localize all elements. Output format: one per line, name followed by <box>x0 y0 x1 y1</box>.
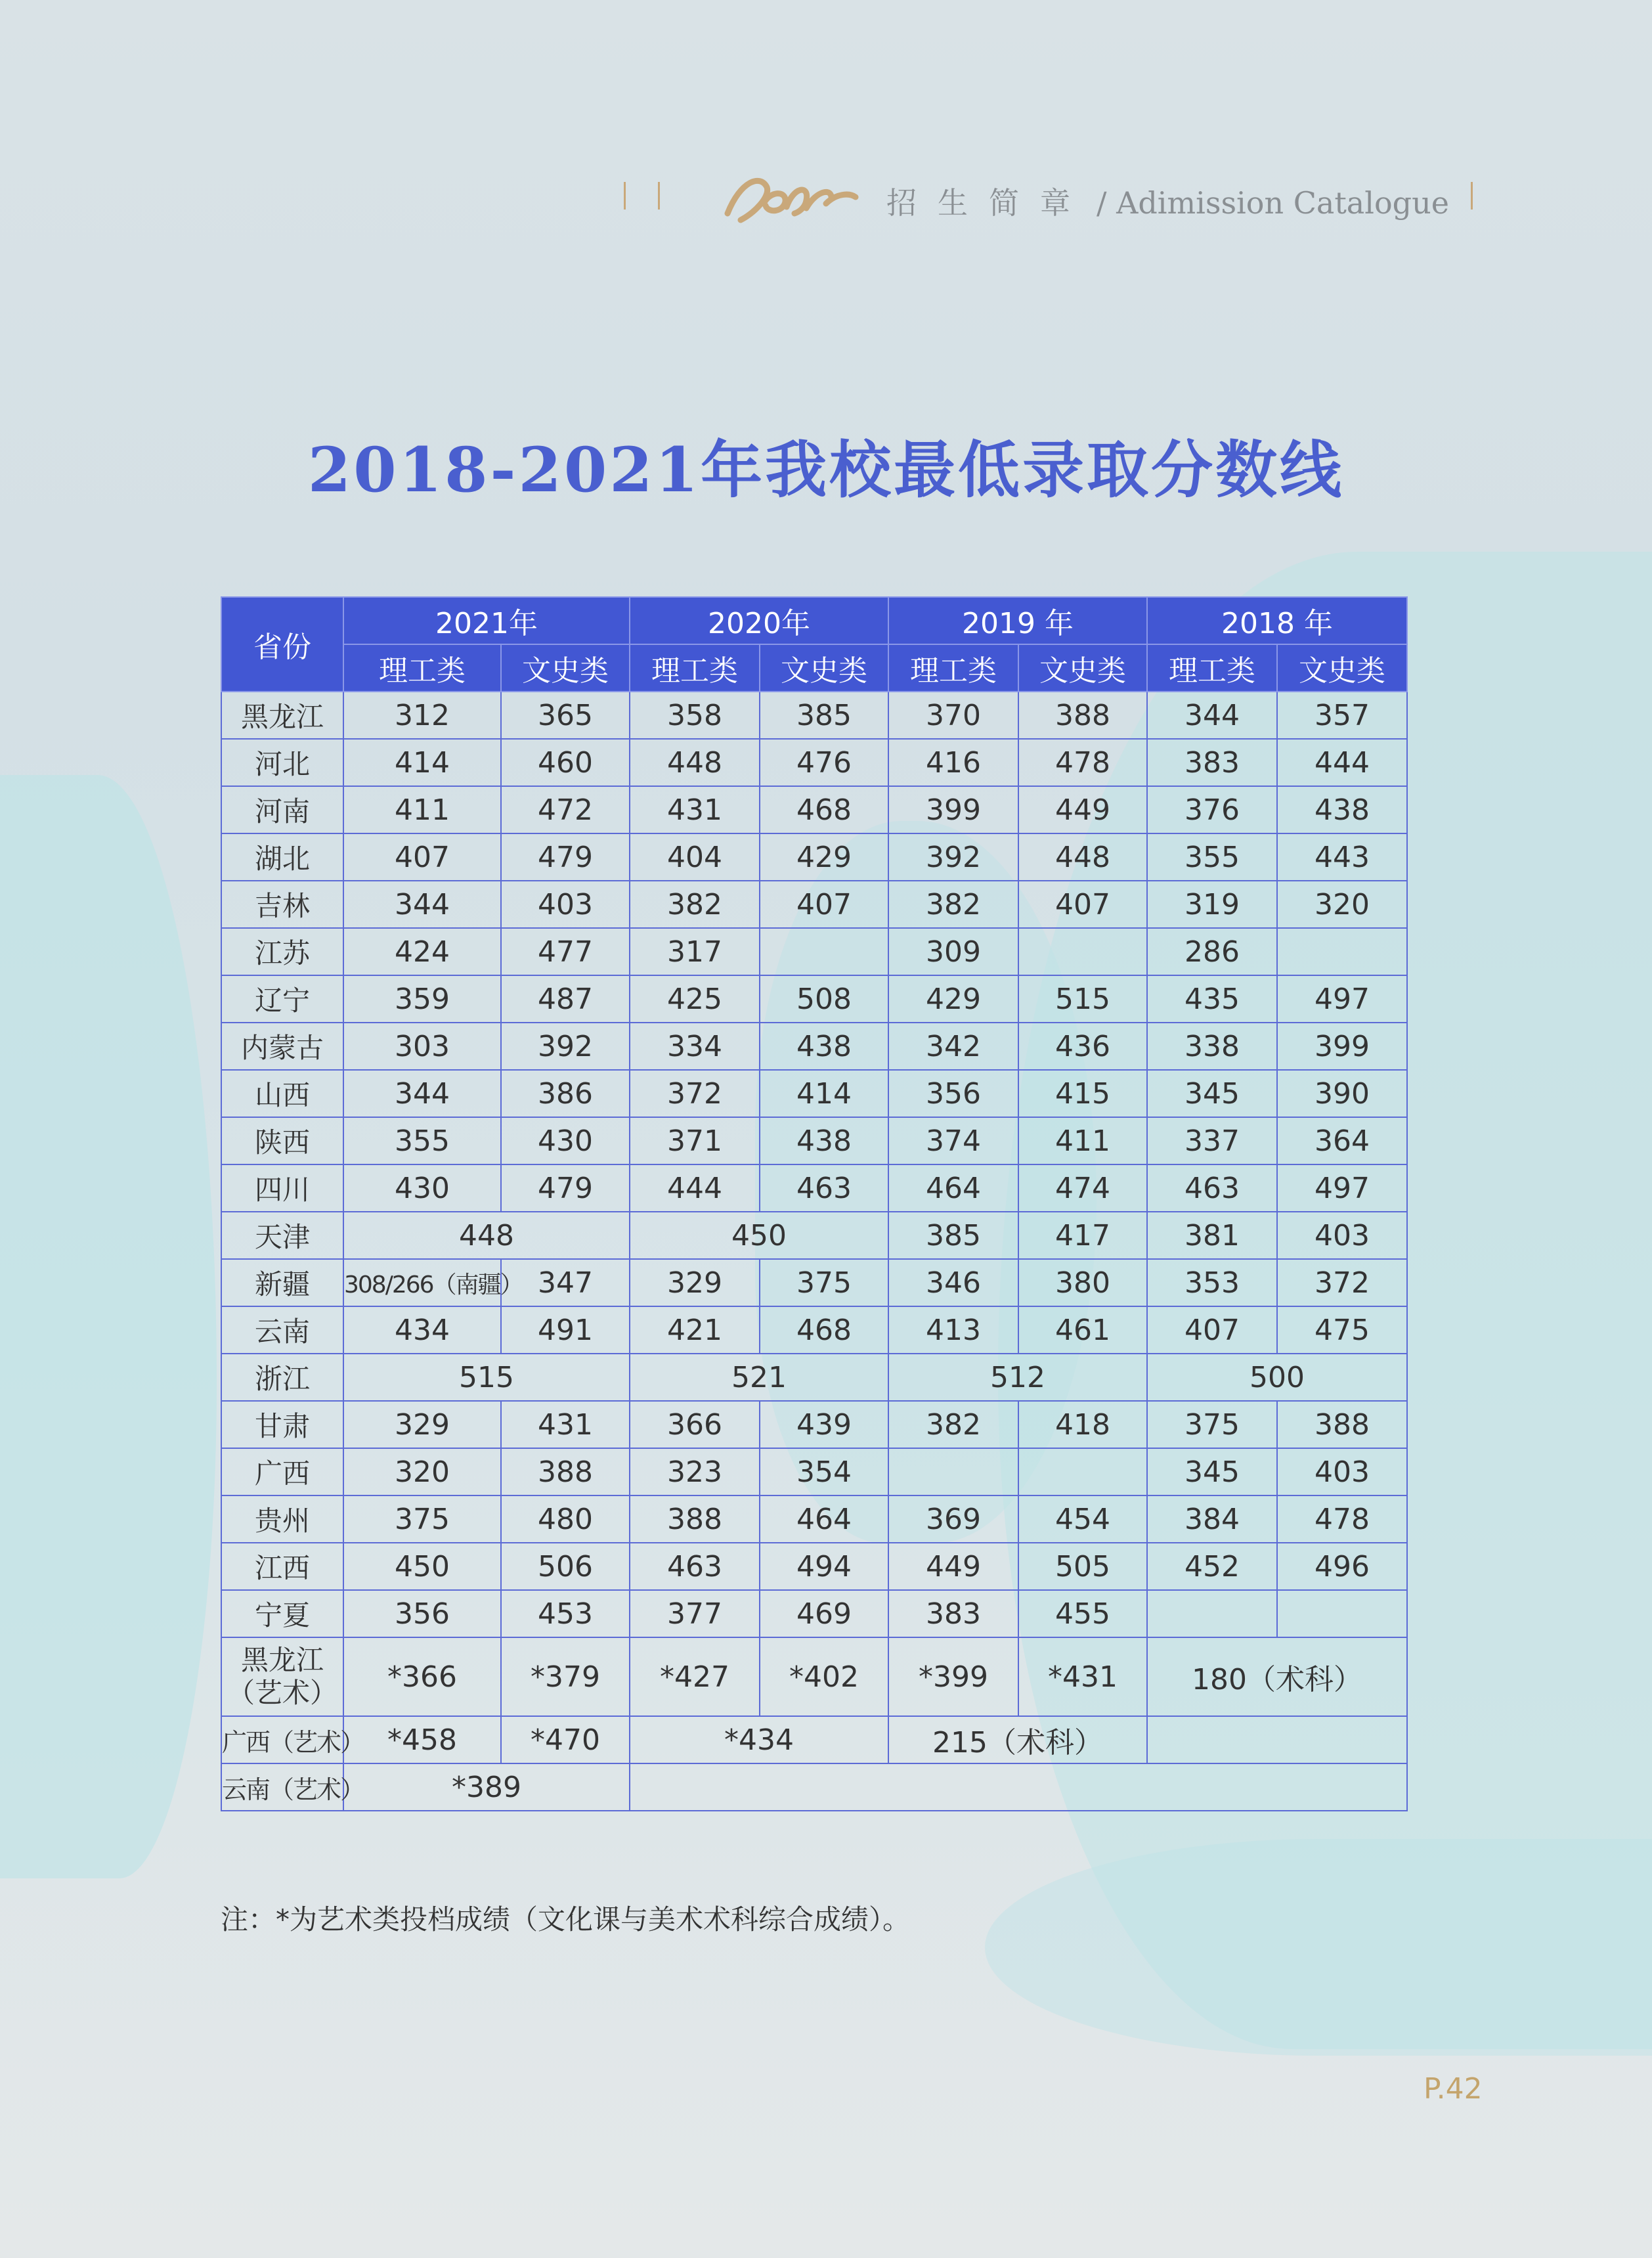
score-cell: 344 <box>343 881 501 928</box>
score-cell: 312 <box>343 692 501 739</box>
score-cell: 386 <box>501 1070 630 1117</box>
table-row <box>221 1495 1407 1543</box>
table-row <box>221 1070 1407 1117</box>
year-header-2018: 2018 年 <box>1147 597 1407 644</box>
score-cell: 497 <box>1277 975 1407 1023</box>
score-cell: *458 <box>343 1716 501 1763</box>
score-cell: 317 <box>630 928 760 975</box>
score-cell: 356 <box>888 1070 1018 1117</box>
score-cell: 463 <box>760 1164 888 1212</box>
table-row <box>221 1212 1407 1259</box>
score-cell: 478 <box>1018 739 1147 786</box>
score-cell: 491 <box>501 1306 630 1354</box>
score-cell: 468 <box>760 786 888 833</box>
score-cell: 487 <box>501 975 630 1023</box>
score-cell: 358 <box>630 692 760 739</box>
score-cell: 384 <box>1147 1495 1277 1543</box>
table-row <box>221 1401 1407 1448</box>
score-cell: 429 <box>760 833 888 881</box>
score-cell: 344 <box>343 1070 501 1117</box>
score-cell: 436 <box>1018 1023 1147 1070</box>
province-cell: 广西（艺术） <box>221 1716 343 1763</box>
sub-header-science: 理工类 <box>1147 644 1277 692</box>
score-cell: 421 <box>630 1306 760 1354</box>
score-cell: 388 <box>1018 692 1147 739</box>
score-cell: 370 <box>888 692 1018 739</box>
brand-logo <box>721 167 859 227</box>
score-cell: 418 <box>1018 1401 1147 1448</box>
table-row <box>221 833 1407 881</box>
score-cell: 461 <box>1018 1306 1147 1354</box>
score-cell: 329 <box>630 1259 760 1306</box>
score-cell: 388 <box>501 1448 630 1495</box>
score-cell: 366 <box>630 1401 760 1448</box>
score-cell: 454 <box>1018 1495 1147 1543</box>
province-cell: 天津 <box>221 1212 343 1259</box>
table-row <box>221 1637 1407 1716</box>
header-divider <box>658 182 660 210</box>
sub-header-arts: 文史类 <box>1018 644 1147 692</box>
score-cell: 450 <box>630 1212 888 1259</box>
score-cell: 329 <box>343 1401 501 1448</box>
score-cell: 500 <box>1147 1354 1407 1401</box>
score-cell: 448 <box>343 1212 630 1259</box>
province-cell: 陕西 <box>221 1117 343 1164</box>
province-cell: 辽宁 <box>221 975 343 1023</box>
score-cell: 444 <box>1277 739 1407 786</box>
score-cell: 411 <box>1018 1117 1147 1164</box>
table-row <box>221 692 1407 739</box>
province-cell: 甘肃 <box>221 1401 343 1448</box>
province-header: 省份 <box>221 597 343 692</box>
score-cell: 407 <box>760 881 888 928</box>
score-cell: 388 <box>1277 1401 1407 1448</box>
score-cell: 345 <box>1147 1070 1277 1117</box>
province-cell: 河北 <box>221 739 343 786</box>
table-row <box>221 1448 1407 1495</box>
score-cell <box>1147 1590 1277 1637</box>
score-cell: 438 <box>1277 786 1407 833</box>
score-cell: 444 <box>630 1164 760 1212</box>
score-cell: 385 <box>760 692 888 739</box>
score-cell: 385 <box>888 1212 1018 1259</box>
footnote: 注：*为艺术类投档成绩（文化课与美术术科综合成绩）。 <box>221 1903 911 1936</box>
table-row <box>221 739 1407 786</box>
score-cell: 415 <box>1018 1070 1147 1117</box>
score-cell: 338 <box>1147 1023 1277 1070</box>
score-cell: *402 <box>760 1637 888 1716</box>
score-cell: 359 <box>343 975 501 1023</box>
table-row <box>221 1023 1407 1070</box>
score-cell: 497 <box>1277 1164 1407 1212</box>
score-cell: 506 <box>501 1543 630 1590</box>
score-cell: 435 <box>1147 975 1277 1023</box>
score-cell: 512 <box>888 1354 1147 1401</box>
province-cell: 江苏 <box>221 928 343 975</box>
score-cell: 496 <box>1277 1543 1407 1590</box>
score-cell: 407 <box>1147 1306 1277 1354</box>
table-row <box>221 786 1407 833</box>
score-cell: 515 <box>1018 975 1147 1023</box>
score-cell: 469 <box>760 1590 888 1637</box>
score-cell <box>888 1448 1018 1495</box>
score-cell: 424 <box>343 928 501 975</box>
score-cell: 508 <box>760 975 888 1023</box>
score-cell: 460 <box>501 739 630 786</box>
score-cell: 434 <box>343 1306 501 1354</box>
score-cell: 356 <box>343 1590 501 1637</box>
score-cell: 323 <box>630 1448 760 1495</box>
score-cell: 354 <box>760 1448 888 1495</box>
background-map-bottom <box>985 1839 1652 2056</box>
score-cell: 448 <box>1018 833 1147 881</box>
score-cell: 463 <box>630 1543 760 1590</box>
score-cell: 383 <box>1147 739 1277 786</box>
sub-header-arts: 文史类 <box>501 644 630 692</box>
score-cell: 407 <box>1018 881 1147 928</box>
page-header <box>624 167 1477 227</box>
score-cell: 413 <box>888 1306 1018 1354</box>
score-cell <box>1277 928 1407 975</box>
province-cell: 内蒙古 <box>221 1023 343 1070</box>
score-cell: 438 <box>760 1023 888 1070</box>
score-cell: 463 <box>1147 1164 1277 1212</box>
score-cell: 443 <box>1277 833 1407 881</box>
score-cell: 375 <box>343 1495 501 1543</box>
year-header-2019: 2019 年 <box>888 597 1147 644</box>
province-cell <box>221 1637 343 1716</box>
score-cell: 474 <box>1018 1164 1147 1212</box>
score-cell: 414 <box>343 739 501 786</box>
score-cell: 505 <box>1018 1543 1147 1590</box>
score-cell: 479 <box>501 833 630 881</box>
score-cell: 382 <box>630 881 760 928</box>
score-cell <box>1277 1590 1407 1637</box>
background-map-left <box>0 775 217 1878</box>
score-cell: 476 <box>760 739 888 786</box>
score-cell: 344 <box>1147 692 1277 739</box>
score-cell: 374 <box>888 1117 1018 1164</box>
score-cell: 455 <box>1018 1590 1147 1637</box>
score-cell: 334 <box>630 1023 760 1070</box>
table-row <box>221 1259 1407 1306</box>
province-cell: 山西 <box>221 1070 343 1117</box>
score-cell: *431 <box>1018 1637 1147 1716</box>
score-cell: 399 <box>1277 1023 1407 1070</box>
province-cell: 吉林 <box>221 881 343 928</box>
province-cell: 广西 <box>221 1448 343 1495</box>
table-row <box>221 1543 1407 1590</box>
province-cell: 湖北 <box>221 833 343 881</box>
score-cell: 286 <box>1147 928 1277 975</box>
table-row <box>221 1716 1407 1763</box>
table-row <box>221 1306 1407 1354</box>
score-cell: 382 <box>888 1401 1018 1448</box>
score-cell: 372 <box>1277 1259 1407 1306</box>
score-cell: 425 <box>630 975 760 1023</box>
score-cell: 345 <box>1147 1448 1277 1495</box>
score-cell: 346 <box>888 1259 1018 1306</box>
score-cell: 439 <box>760 1401 888 1448</box>
score-cell: 452 <box>1147 1543 1277 1590</box>
score-cell: 347 <box>501 1259 630 1306</box>
table-row <box>221 1354 1407 1401</box>
score-cell: 417 <box>1018 1212 1147 1259</box>
score-cell: 431 <box>501 1401 630 1448</box>
score-cell: 355 <box>343 1117 501 1164</box>
score-cell: 430 <box>343 1164 501 1212</box>
table-row <box>221 1117 1407 1164</box>
score-cell: 377 <box>630 1590 760 1637</box>
catalogue-cn: 招生简章 <box>886 185 1091 221</box>
score-cell: 372 <box>630 1070 760 1117</box>
score-cell: 429 <box>888 975 1018 1023</box>
score-cell: 411 <box>343 786 501 833</box>
page-title: 2018-2021年我校最低录取分数线 <box>307 434 1345 506</box>
catalogue-label <box>886 179 1449 223</box>
province-cell: 浙江 <box>221 1354 343 1401</box>
score-cell: *366 <box>343 1637 501 1716</box>
score-cell: 376 <box>1147 786 1277 833</box>
score-cell <box>630 1763 1407 1811</box>
score-cell: 382 <box>888 881 1018 928</box>
table-row <box>221 1164 1407 1212</box>
score-cell: 375 <box>1147 1401 1277 1448</box>
score-cell: 515 <box>343 1354 630 1401</box>
score-cell: 414 <box>760 1070 888 1117</box>
sub-header-science: 理工类 <box>630 644 760 692</box>
score-cell: 319 <box>1147 881 1277 928</box>
score-cell: 392 <box>501 1023 630 1070</box>
score-cell: *389 <box>343 1763 630 1811</box>
score-cell: *434 <box>630 1716 888 1763</box>
province-cell: 云南 <box>221 1306 343 1354</box>
score-cell: 403 <box>1277 1212 1407 1259</box>
score-cell: *399 <box>888 1637 1018 1716</box>
sub-header-arts: 文史类 <box>1277 644 1407 692</box>
year-header-2020: 2020年 <box>630 597 888 644</box>
score-cell: 453 <box>501 1590 630 1637</box>
score-cell <box>1147 1716 1407 1763</box>
score-cell: 478 <box>1277 1495 1407 1543</box>
score-cell: 407 <box>343 833 501 881</box>
table-row <box>221 1590 1407 1637</box>
score-cell: 477 <box>501 928 630 975</box>
score-cell: 399 <box>888 786 1018 833</box>
score-cell: 371 <box>630 1117 760 1164</box>
score-cell <box>760 928 888 975</box>
score-cell: *427 <box>630 1637 760 1716</box>
score-cell: 464 <box>888 1164 1018 1212</box>
table-row <box>221 1763 1407 1811</box>
score-cell: 472 <box>501 786 630 833</box>
score-cell: 342 <box>888 1023 1018 1070</box>
score-cell: 390 <box>1277 1070 1407 1117</box>
score-cell: 337 <box>1147 1117 1277 1164</box>
table-row <box>221 881 1407 928</box>
score-cell <box>1018 1448 1147 1495</box>
score-cell: 494 <box>760 1543 888 1590</box>
score-cell: 383 <box>888 1590 1018 1637</box>
province-cell: 江西 <box>221 1543 343 1590</box>
catalogue-separator: / <box>1097 185 1107 221</box>
sub-header-science: 理工类 <box>888 644 1018 692</box>
score-cell: 388 <box>630 1495 760 1543</box>
score-cell: 381 <box>1147 1212 1277 1259</box>
score-cell: 320 <box>343 1448 501 1495</box>
score-cell: 303 <box>343 1023 501 1070</box>
score-cell <box>1018 928 1147 975</box>
score-cell: 438 <box>760 1117 888 1164</box>
score-cell: 479 <box>501 1164 630 1212</box>
province-cell: 河南 <box>221 786 343 833</box>
province-cell: 四川 <box>221 1164 343 1212</box>
score-cell: 403 <box>501 881 630 928</box>
score-cell: *379 <box>501 1637 630 1716</box>
province-cell: 贵州 <box>221 1495 343 1543</box>
score-cell: 403 <box>1277 1448 1407 1495</box>
score-cell: 521 <box>630 1354 888 1401</box>
score-cell: 380 <box>1018 1259 1147 1306</box>
score-cell: 449 <box>888 1543 1018 1590</box>
score-cell: 449 <box>1018 786 1147 833</box>
score-cell: 375 <box>760 1259 888 1306</box>
province-cell: 新疆 <box>221 1259 343 1306</box>
score-cell: 320 <box>1277 881 1407 928</box>
score-cell: 215（术科） <box>888 1716 1147 1763</box>
table-row <box>221 928 1407 975</box>
score-cell: 480 <box>501 1495 630 1543</box>
score-cell: 180（术科） <box>1147 1637 1407 1716</box>
score-cell: 430 <box>501 1117 630 1164</box>
score-cell: 448 <box>630 739 760 786</box>
province-name: 黑龙江 <box>240 1644 324 1676</box>
score-cell: *470 <box>501 1716 630 1763</box>
score-cell: 308/266（南疆） <box>343 1259 501 1306</box>
score-cell: 468 <box>760 1306 888 1354</box>
admission-score-table <box>221 596 1408 1811</box>
score-cell: 475 <box>1277 1306 1407 1354</box>
sub-header-arts: 文史类 <box>760 644 888 692</box>
header-divider <box>1471 182 1473 210</box>
score-cell: 364 <box>1277 1117 1407 1164</box>
score-cell: 464 <box>760 1495 888 1543</box>
score-cell: 450 <box>343 1543 501 1590</box>
sub-header-science: 理工类 <box>343 644 501 692</box>
table-row <box>221 975 1407 1023</box>
province-cell: 黑龙江 <box>221 692 343 739</box>
province-cell: 云南（艺术） <box>221 1763 343 1811</box>
score-cell: 416 <box>888 739 1018 786</box>
score-cell: 369 <box>888 1495 1018 1543</box>
province-cell: 宁夏 <box>221 1590 343 1637</box>
score-cell: 431 <box>630 786 760 833</box>
page-number: P.42 <box>1424 2072 1483 2106</box>
year-header-2021: 2021年 <box>343 597 630 644</box>
score-cell: 353 <box>1147 1259 1277 1306</box>
score-cell: 309 <box>888 928 1018 975</box>
catalogue-en: Adimission Catalogue <box>1116 185 1449 221</box>
header-divider <box>624 182 626 210</box>
score-cell: 357 <box>1277 692 1407 739</box>
score-cell: 365 <box>501 692 630 739</box>
score-cell: 392 <box>888 833 1018 881</box>
score-cell: 355 <box>1147 833 1277 881</box>
province-qualifier: （艺术） <box>227 1677 337 1709</box>
score-cell: 404 <box>630 833 760 881</box>
